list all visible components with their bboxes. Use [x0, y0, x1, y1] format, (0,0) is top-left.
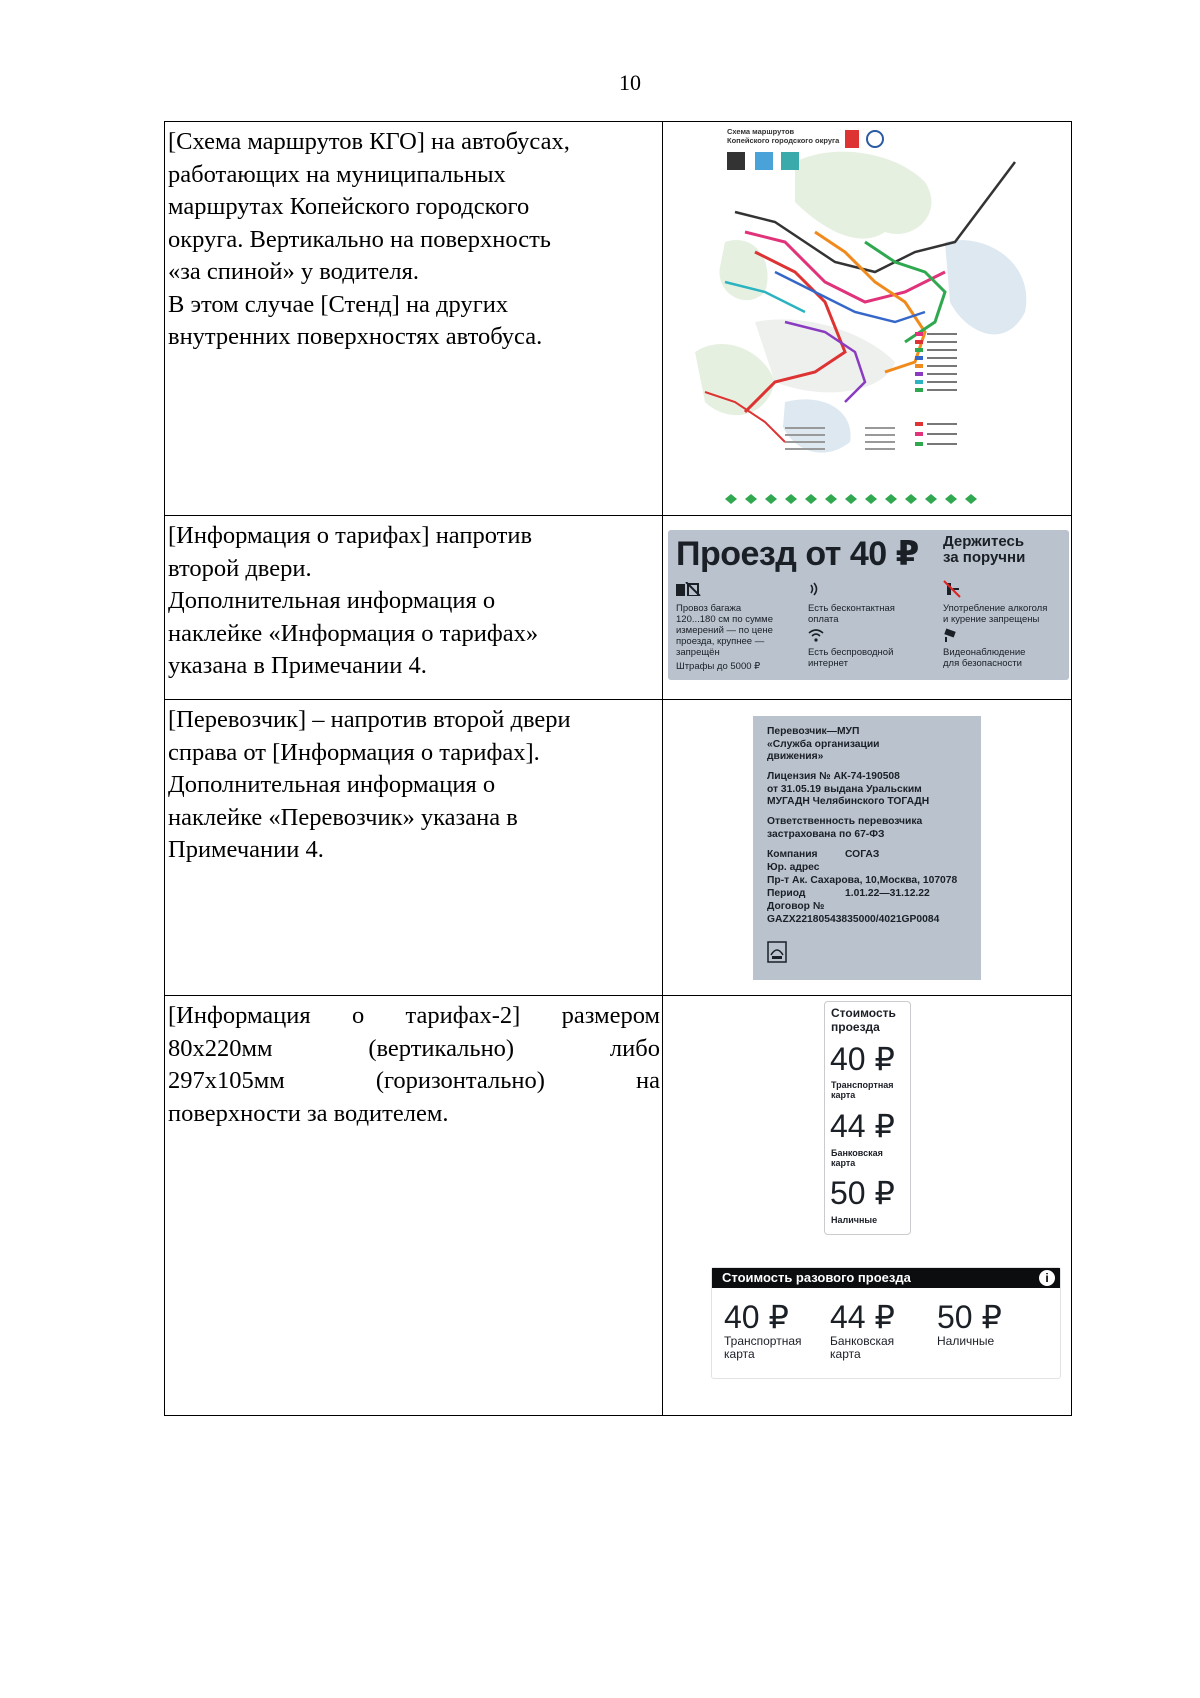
no-alcohol-text: Употребление алкоголя и курение запрещены — [943, 603, 1048, 625]
carrier-sticker — [753, 716, 981, 980]
horizontal-card-header: Стоимость разового проезда i — [712, 1268, 1060, 1288]
price-cash: 50 ₽ — [830, 1175, 895, 1211]
contactless-icon — [808, 582, 822, 599]
table-row — [165, 996, 1072, 1416]
qr-code-icon — [727, 152, 745, 170]
info-icon: i — [1039, 1270, 1055, 1286]
table-row — [165, 122, 1072, 516]
qr-code-icon — [781, 152, 799, 170]
label-cash: Наличные — [937, 1334, 995, 1348]
row-4-text — [165, 996, 663, 1416]
coat-of-arms-icon — [845, 130, 859, 148]
price-transport-card: 40 ₽ — [830, 1041, 895, 1077]
text-line: указана в Примечании 4. — [168, 652, 427, 679]
text-line: наклейке «Информация о тарифах» — [168, 619, 539, 647]
carrier-period: Период 1.01.22—31.12.22 — [767, 888, 930, 899]
price-cash: 50 ₽ — [937, 1299, 1002, 1335]
route-map-image — [665, 122, 1069, 512]
carrier-name: Перевозчик—МУП «Служба организации движения» — [767, 726, 880, 763]
label-cash: Наличные — [831, 1215, 878, 1225]
price-bank-card: 44 ₽ — [830, 1108, 895, 1144]
text-line: поверхности за водителем. — [168, 1099, 449, 1127]
video-text: Видеонаблюдение для безопасности — [943, 647, 1026, 669]
row-1-text — [165, 122, 663, 516]
horizontal-tariff-card — [711, 1267, 1061, 1379]
page-number: 10 — [619, 70, 641, 95]
text-line: [Схема маршрутов КГО] на автобусах, — [168, 128, 570, 155]
vertical-tariff-card — [824, 1001, 911, 1235]
text-line: [Перевозчик] – напротив второй двери — [168, 706, 571, 733]
text-line: округа. Вертикально на поверхность — [168, 225, 551, 253]
text-line: 80х220мм (вертикально) либо — [168, 1034, 660, 1062]
route-map-cell — [663, 122, 1072, 516]
table-row — [165, 516, 1072, 700]
carrier-address: Юр. адресПр-т Ак. Сахарова, 10,Москва, 107078 — [767, 862, 958, 886]
city-emblem-icon — [767, 941, 787, 968]
label-transport-card: Транспортная карта — [724, 1334, 802, 1361]
video-camera-icon — [943, 628, 959, 645]
hold-handrails: Держитесь за поручни — [943, 533, 1026, 566]
carrier-contract: Договор №GAZX22180543835000/4021GP0084 — [767, 901, 940, 925]
text-line: 297х105мм (горизонтально) на — [168, 1067, 660, 1094]
text-line: «за спиной» у водителя. — [168, 258, 419, 285]
luggage-icon — [676, 582, 702, 599]
carrier-license: Лицензия № АК-74-190508 от 31.05.19 выдана Уральским МУГАДН Челябинского ТОГАДН — [767, 771, 930, 808]
text-line: наклейке «Перевозчик» указана в — [168, 803, 518, 831]
contactless-text: Есть бесконтактная оплата — [808, 603, 895, 625]
text-line: работающих на муниципальных — [168, 160, 506, 188]
text-line: Дополнительная информация о — [168, 587, 496, 614]
content-table — [164, 121, 1072, 1416]
fare-headline: Проезд от 40 ₽ — [676, 535, 919, 573]
label-bank-card: Банковская карта — [830, 1334, 895, 1361]
price-transport-card: 40 ₽ — [724, 1299, 789, 1335]
vertical-card-title: Стоимость проезда — [831, 1006, 896, 1034]
text-line: второй двери. — [168, 554, 312, 582]
fines-text: Штрафы до 5000 ₽ — [676, 661, 761, 672]
tariff-banner-cell — [663, 516, 1072, 700]
price-bank-card: 44 ₽ — [830, 1299, 895, 1335]
qr-code-icon — [755, 152, 773, 170]
map-title-1: Схема маршрутов — [727, 127, 795, 136]
carrier-insurance: Ответственность перевозчика застрахована по 67-ФЗ — [767, 816, 923, 840]
text-line: справа от [Информация о тарифах]. — [168, 738, 540, 766]
wifi-text: Есть беспроводной интернет — [808, 647, 894, 669]
text-line: внутренних поверхностях автобуса. — [168, 323, 543, 350]
text-line: маршрутах Копейского городского — [168, 193, 530, 220]
text-line: Примечании 4. — [168, 836, 324, 863]
row-2-text — [165, 516, 663, 700]
tariff-cards-cell — [663, 996, 1072, 1416]
luggage-rules: Провоз багажа 120...180 см по сумме измерений — по цене проезда, крупнее — запрещён — [676, 603, 773, 658]
text-line: Дополнительная информация о — [168, 771, 496, 798]
map-title-2: Копейского городского округа — [727, 136, 840, 145]
text-line: [Информация о тарифах-2] размером — [168, 1002, 660, 1029]
text-line: В этом случае [Стенд] на других — [168, 290, 509, 318]
text-line: [Информация о тарифах] напротив — [168, 522, 533, 549]
carrier-company: Компания СОГАЗ — [767, 849, 880, 860]
no-alcohol-smoking-icon — [943, 580, 961, 601]
row-3-text — [165, 700, 663, 996]
label-transport-card: Транспортная карта — [831, 1080, 894, 1100]
wifi-icon — [808, 628, 824, 645]
tariff-banner — [668, 530, 1069, 680]
carrier-cell — [663, 700, 1072, 996]
table-row — [165, 700, 1072, 996]
label-bank-card: Банковская карта — [831, 1148, 883, 1168]
